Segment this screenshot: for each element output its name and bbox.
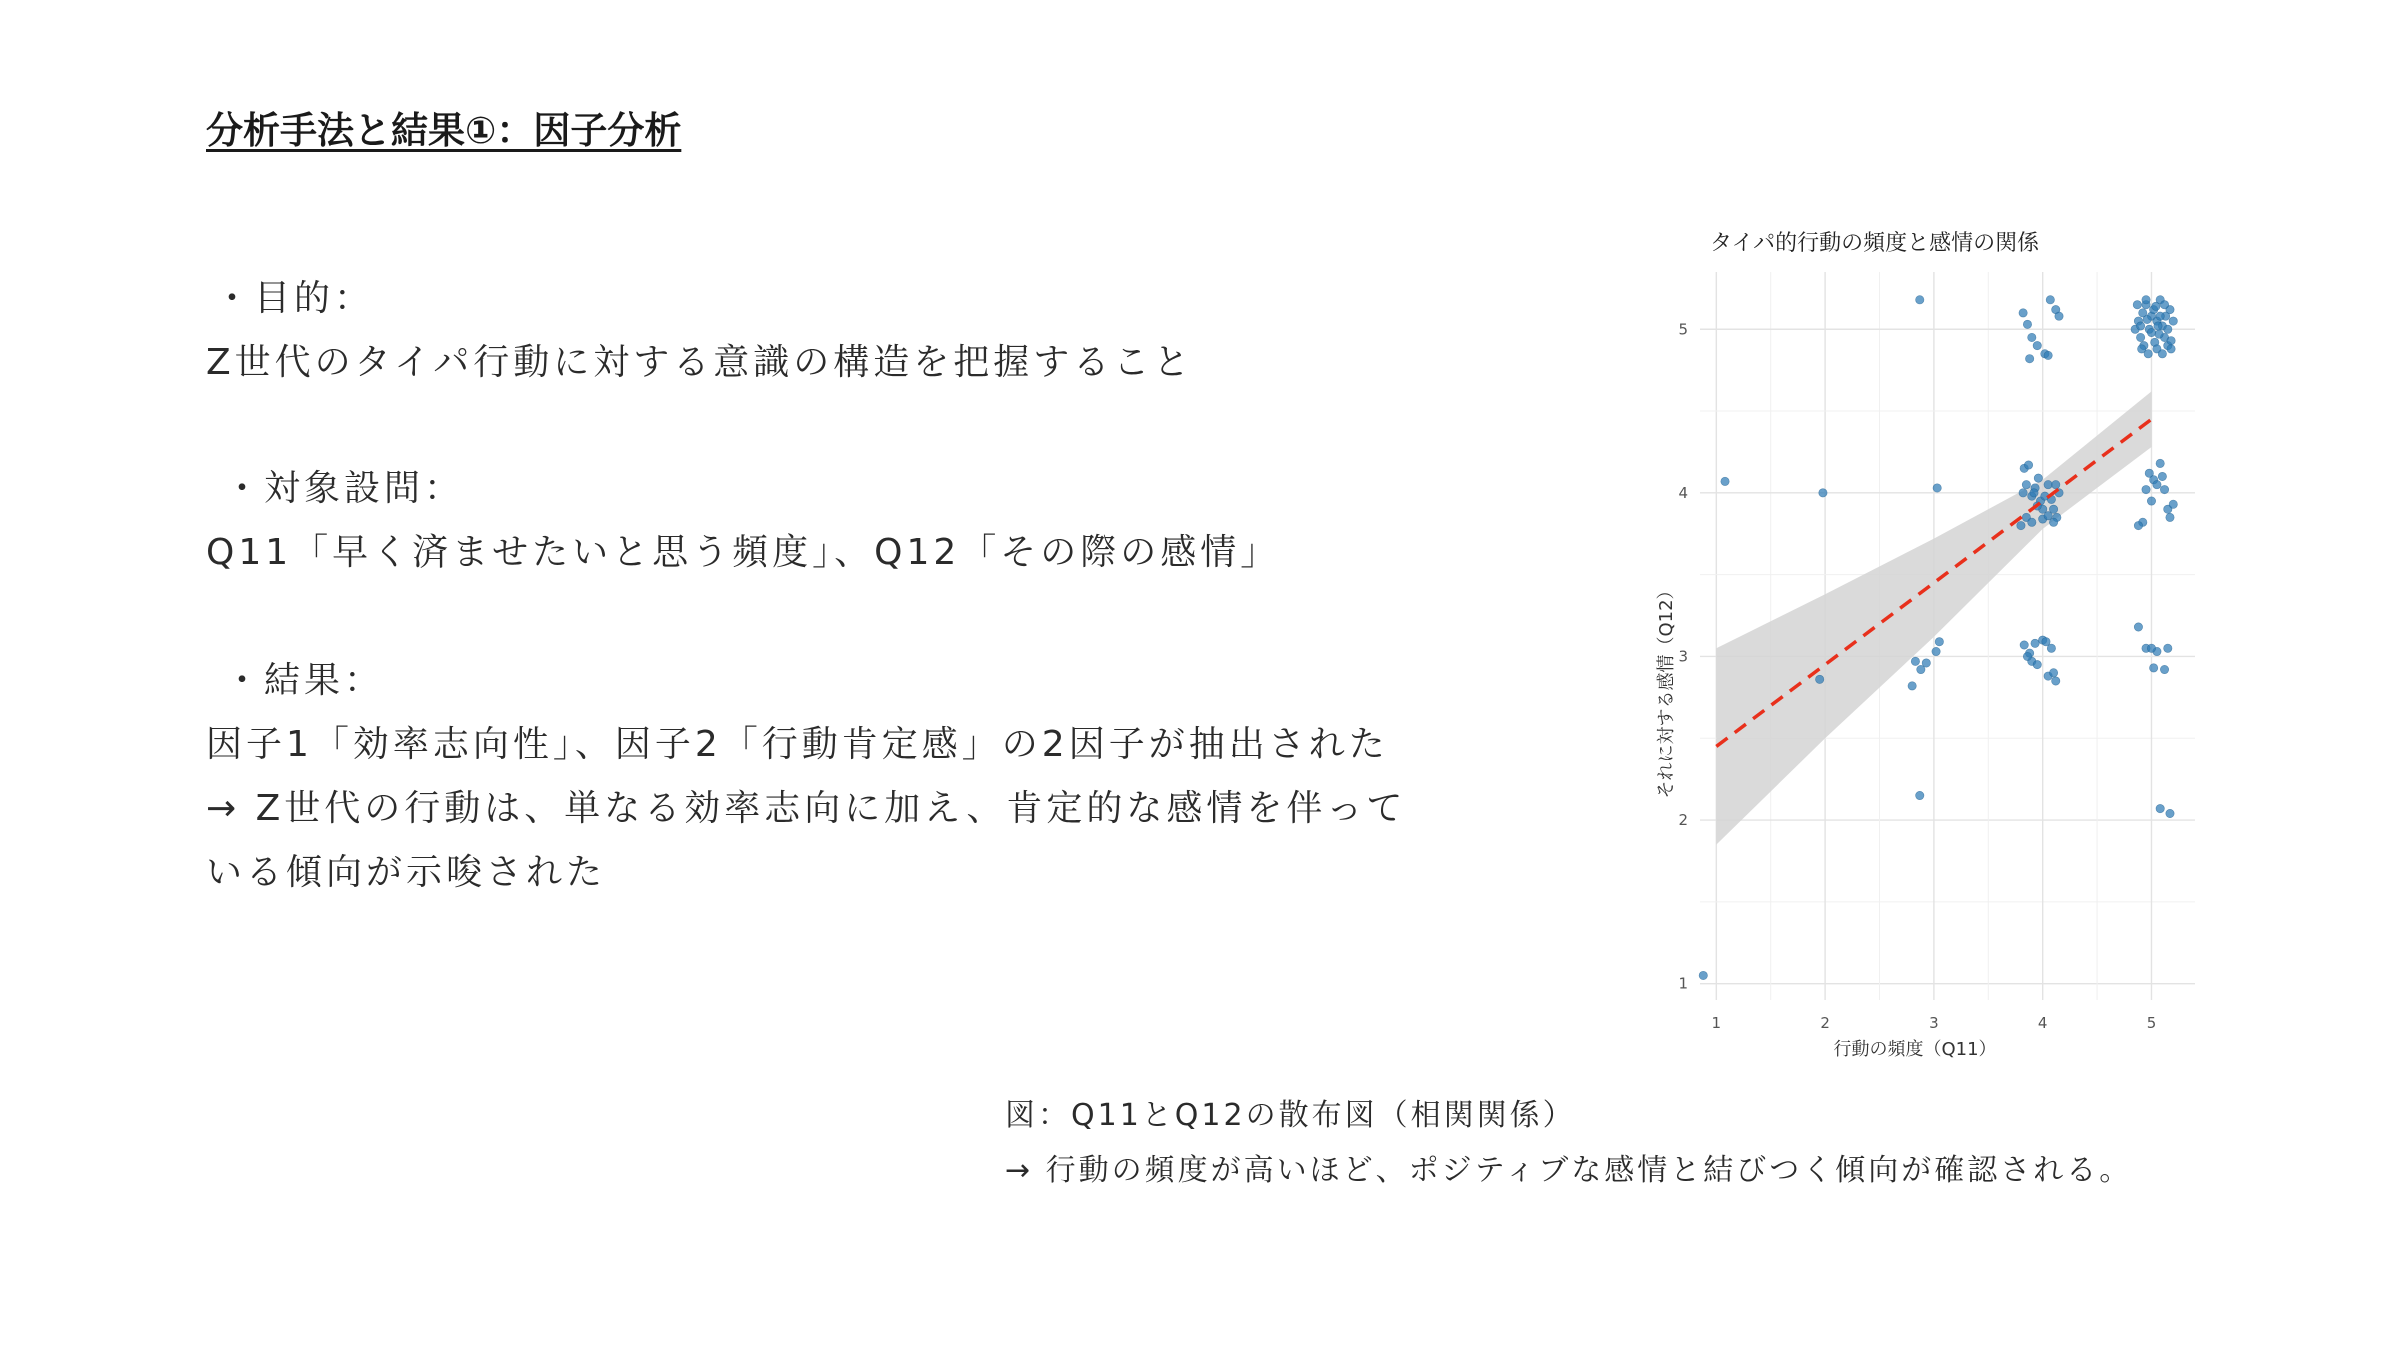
data-point xyxy=(2055,312,2063,320)
data-point xyxy=(2024,461,2032,469)
data-point xyxy=(2147,497,2155,505)
figure-caption-note: → 行動の頻度が高いほど、ポジティブな感情と結びつく傾向が確認される。 xyxy=(1005,1153,2133,1188)
data-point xyxy=(1911,657,1919,665)
data-point xyxy=(2147,328,2155,336)
data-point xyxy=(2136,322,2144,330)
y-tick-label: 4 xyxy=(1678,483,1688,502)
data-point xyxy=(2137,345,2145,353)
data-point xyxy=(2169,500,2177,508)
data-point xyxy=(2023,320,2031,328)
items-text: Q11「早く済ませたいと思う頻度」、Q12「その際の感情」 xyxy=(206,532,1281,573)
data-point xyxy=(1922,659,1930,667)
data-point xyxy=(2033,660,2041,668)
data-point xyxy=(2143,315,2151,323)
data-point xyxy=(2158,472,2166,480)
data-point xyxy=(2025,355,2033,363)
scatter-chart xyxy=(1640,220,2210,1070)
data-point xyxy=(2156,459,2164,467)
data-point xyxy=(2160,665,2168,673)
data-point xyxy=(1916,791,1924,799)
data-point xyxy=(2133,301,2141,309)
data-point xyxy=(1935,638,1943,646)
data-point xyxy=(1819,489,1827,497)
data-point xyxy=(2160,485,2168,493)
data-point xyxy=(2052,480,2060,488)
figure-caption: 図：Q11とQ12の散布図（相関関係） xyxy=(1005,1098,1576,1133)
data-point xyxy=(2020,641,2028,649)
data-point xyxy=(1916,296,1924,304)
data-point xyxy=(2164,644,2172,652)
data-point xyxy=(2158,350,2166,358)
data-point xyxy=(2046,296,2054,304)
data-point xyxy=(1933,484,1941,492)
data-point xyxy=(2031,639,2039,647)
data-point xyxy=(2042,638,2050,646)
data-point xyxy=(2019,489,2027,497)
y-axis-title: それに対する感情（Q12） xyxy=(1656,581,1677,799)
data-point xyxy=(2155,330,2163,338)
data-point xyxy=(1721,477,1729,485)
data-point xyxy=(2166,513,2174,521)
result-line-3: いる傾向が示唆された xyxy=(206,852,607,893)
data-point xyxy=(2152,302,2160,310)
data-point xyxy=(2044,351,2052,359)
data-point xyxy=(2153,480,2161,488)
x-tick-label: 3 xyxy=(1929,1014,1939,1032)
result-label: ・結果： xyxy=(224,660,385,701)
data-point xyxy=(2017,521,2025,529)
data-point xyxy=(2142,296,2150,304)
data-point xyxy=(2164,325,2172,333)
data-point xyxy=(2167,345,2175,353)
data-point xyxy=(2166,809,2174,817)
data-point xyxy=(2136,333,2144,341)
data-point xyxy=(2044,480,2052,488)
y-tick-label: 3 xyxy=(1678,647,1688,666)
slide-title: 分析手法と結果①：因子分析 xyxy=(206,109,682,152)
data-point xyxy=(2019,309,2027,317)
x-tick-label: 2 xyxy=(1820,1014,1830,1032)
data-point xyxy=(2167,337,2175,345)
x-axis-title: 行動の頻度（Q11） xyxy=(1833,1039,1997,1060)
x-tick-label: 4 xyxy=(2037,1014,2048,1032)
data-point xyxy=(2033,341,2041,349)
purpose-text: Z世代のタイパ行動に対する意識の構造を把握すること xyxy=(206,342,1194,383)
data-point xyxy=(2169,317,2177,325)
data-point xyxy=(1908,682,1916,690)
data-point xyxy=(2149,664,2157,672)
data-point xyxy=(1815,675,1823,683)
result-line-1: 因子1「効率志向性」、因子2「行動肯定感」の2因子が抽出された xyxy=(206,724,1389,765)
data-point xyxy=(1932,647,1940,655)
data-point xyxy=(2028,333,2036,341)
items-label: ・対象設問： xyxy=(224,468,465,509)
data-point xyxy=(2049,669,2057,677)
y-tick-label: 5 xyxy=(1678,320,1688,339)
data-point xyxy=(2052,677,2060,685)
y-tick-label: 2 xyxy=(1678,811,1688,830)
data-point xyxy=(2030,489,2038,497)
data-point xyxy=(2022,480,2030,488)
data-point xyxy=(2156,804,2164,812)
data-point xyxy=(2049,518,2057,526)
x-tick-label: 5 xyxy=(2146,1014,2157,1032)
data-point xyxy=(2134,521,2142,529)
data-point xyxy=(1699,971,1707,979)
data-point xyxy=(2142,485,2150,493)
result-line-2: → Z世代の行動は、単なる効率志向に加え、肯定的な感情を伴って xyxy=(206,788,1407,829)
chart-title: タイパ的行動の頻度と感情の関係 xyxy=(1710,231,2040,256)
data-point xyxy=(2154,322,2162,330)
data-point xyxy=(2156,312,2164,320)
data-point xyxy=(2028,518,2036,526)
x-tick-label: 1 xyxy=(1711,1014,1722,1032)
data-point xyxy=(2160,301,2168,309)
data-point xyxy=(2023,652,2031,660)
data-point xyxy=(2147,644,2155,652)
data-point xyxy=(2034,474,2042,482)
purpose-label: ・目的： xyxy=(214,278,375,319)
data-point xyxy=(2134,623,2142,631)
y-tick-label: 1 xyxy=(1678,974,1688,993)
